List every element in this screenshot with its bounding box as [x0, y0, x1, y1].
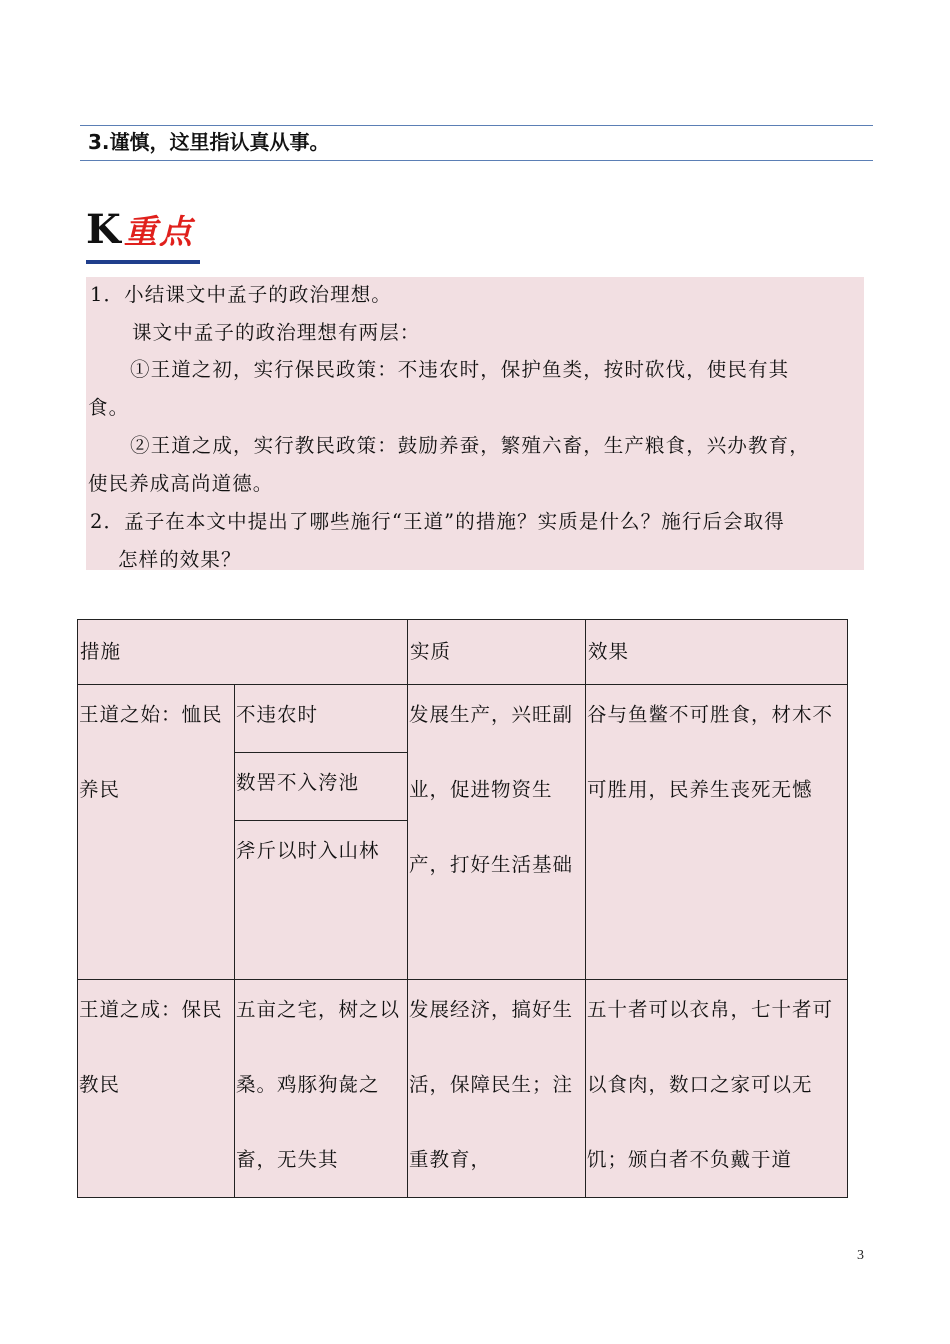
heading-underline [86, 260, 200, 264]
answer-1-item-1-cont: 食。 [88, 396, 130, 419]
answer-1-intro: 课文中孟子的政治理想有两层： [132, 321, 421, 344]
row1-measure-3: 斧斤以时入山林 [235, 821, 408, 980]
measures-table [77, 619, 848, 1198]
row1-measure-1: 不违农时 [235, 685, 408, 753]
section-heading [86, 204, 206, 266]
answer-1-item-2-cont: 使民养成高尚道德。 [88, 472, 274, 495]
question-2-cont: 怎样的效果？ [118, 548, 242, 571]
header-effect: 效果 [586, 620, 848, 685]
key-points-box [86, 277, 864, 570]
question-1: 1．小结课文中孟子的政治理想。 [90, 283, 392, 306]
row1-measure-2: 数罟不入洿池 [235, 753, 408, 821]
answer-1-item-1: ①王道之初，实行保民政策：不违农时，保护鱼类，按时砍伐，使民有其 [130, 358, 790, 381]
page-number: 3 [857, 1248, 864, 1263]
section-title: 重点 [124, 212, 194, 251]
annotation-note: 3.谨慎，这里指认真从事。 [88, 130, 330, 154]
header-essence: 实质 [408, 620, 586, 685]
section-letter: K [86, 206, 121, 253]
row1-effect: 谷与鱼鳖不可胜食，材木不可胜用，民养生丧死无憾 [586, 685, 848, 980]
question-2: 2．孟子在本文中提出了哪些施行“王道”的措施？实质是什么？施行后会取得 [90, 510, 785, 533]
row2-effect: 五十者可以衣帛，七十者可以食肉，数口之家可以无饥；颁白者不负戴于道 [586, 980, 848, 1198]
top-rule [80, 125, 873, 126]
row1-category: 王道之始：恤民养民 [78, 685, 235, 980]
row2-category: 王道之成：保民教民 [78, 980, 235, 1198]
bottom-rule [80, 160, 873, 161]
header-measures: 措施 [78, 620, 408, 685]
row1-essence: 发展生产，兴旺副业，促进物资生产，打好生活基础 [408, 685, 586, 980]
row2-essence: 发展经济，搞好生活，保障民生；注重教育， [408, 980, 586, 1198]
row2-measures: 五亩之宅，树之以桑。鸡豚狗彘之畜，无失其 [235, 980, 408, 1198]
answer-1-item-2: ②王道之成，实行教民政策：鼓励养蚕，繁殖六畜，生产粮食，兴办教育， [130, 434, 810, 457]
